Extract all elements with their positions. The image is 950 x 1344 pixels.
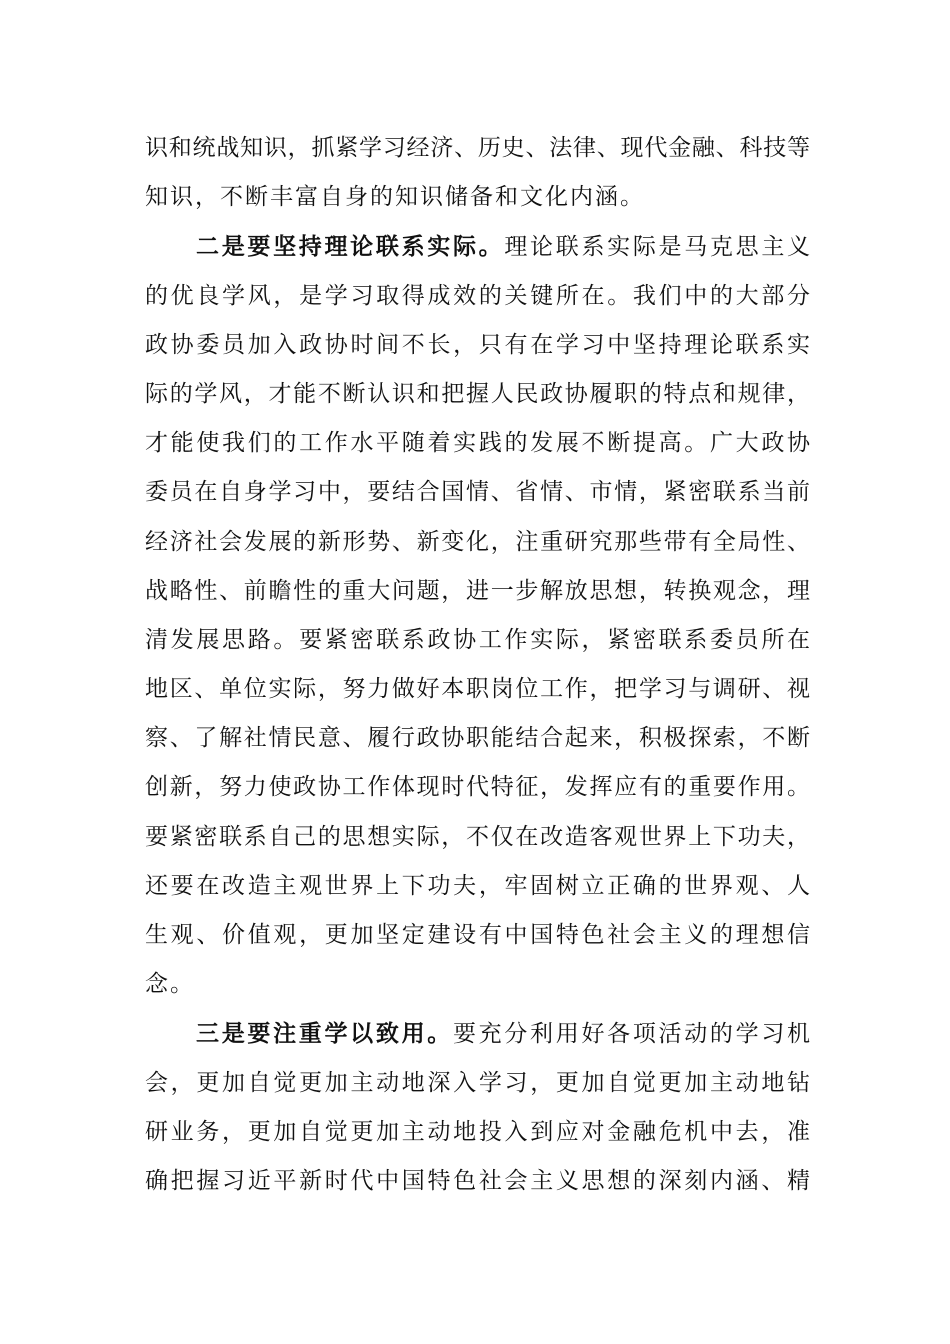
line-text: 理论联系实际是马克思主义: [504, 234, 810, 261]
line-text: 会，更加自觉更加主动地深入学习，更加自觉更加主动地钻: [145, 1069, 810, 1096]
paragraph-lead: 三是要注重学以致用。: [196, 1020, 453, 1048]
text-line: [145, 813, 810, 862]
line-text: 知识，不断丰富自身的知识储备和文化内涵。: [145, 184, 645, 211]
line-text: 地区、单位实际，努力做好本职岗位工作，把学习与调研、视: [145, 676, 810, 703]
line-text: 生观、价值观，更加坚定建设有中国特色社会主义的理想信: [145, 922, 810, 948]
text-line: [145, 862, 810, 911]
text-line: [145, 616, 810, 665]
body-text: [145, 124, 810, 1206]
paragraph-heading-line: [145, 1009, 810, 1058]
text-line: [145, 1059, 810, 1108]
text-line: [145, 960, 810, 1009]
line-text: 要紧密联系自己的思想实际，不仅在改造客观世界上下功夫，: [145, 823, 810, 850]
text-line: [145, 714, 810, 763]
paragraph-heading-line: [145, 222, 810, 271]
line-text: 创新，努力使政协工作体现时代特征，发挥应有的重要作用。: [145, 774, 810, 801]
line-text: 的优良学风，是学习取得成效的关键所在。我们中的大部分: [145, 282, 810, 309]
text-line: [145, 665, 810, 714]
line-text: 确把握习近平新时代中国特色社会主义思想的深刻内涵、精: [145, 1167, 810, 1194]
line-text: 际的学风，才能不断认识和把握人民政协履职的特点和规律，: [145, 380, 810, 407]
line-text: 研业务，更加自觉更加主动地投入到应对金融危机中去，准: [145, 1118, 810, 1145]
text-line: [145, 419, 810, 468]
text-line: [145, 468, 810, 517]
line-text: 识和统战知识，抓紧学习经济、历史、法律、现代金融、科技等: [145, 135, 810, 161]
line-text: 念。: [145, 971, 195, 998]
text-line: [145, 272, 810, 321]
text-line: [145, 124, 810, 173]
text-line: [145, 370, 810, 419]
paragraph-lead: 二是要坚持理论联系实际。: [196, 233, 505, 261]
line-text: 经济社会发展的新形势、新变化，注重研究那些带有全局性、: [145, 528, 810, 555]
text-line: [145, 1157, 810, 1206]
text-line: [145, 567, 810, 616]
line-text: 政协委员加入政协时间不长，只有在学习中坚持理论联系实: [145, 331, 810, 358]
line-text: 战略性、前瞻性的重大问题，进一步解放思想，转换观念，理: [145, 577, 810, 604]
line-text: 要充分利用好各项活动的学习机: [452, 1021, 810, 1048]
text-line: [145, 911, 810, 960]
text-line: [145, 1108, 810, 1157]
line-text: 察、了解社情民意、履行政协职能结合起来，积极探索，不断: [145, 725, 810, 752]
line-text: 还要在改造主观世界上下功夫，牢固树立正确的世界观、人: [145, 872, 810, 899]
text-line: [145, 518, 810, 567]
line-text: 清发展思路。要紧密联系政协工作实际，紧密联系委员所在: [145, 626, 810, 653]
text-line: [145, 173, 810, 222]
line-text: 才能使我们的工作水平随着实践的发展不断提高。广大政协: [145, 430, 810, 457]
text-line: [145, 321, 810, 370]
line-text: 委员在自身学习中，要结合国情、省情、市情，紧密联系当前: [145, 479, 810, 506]
text-line: [145, 763, 810, 812]
